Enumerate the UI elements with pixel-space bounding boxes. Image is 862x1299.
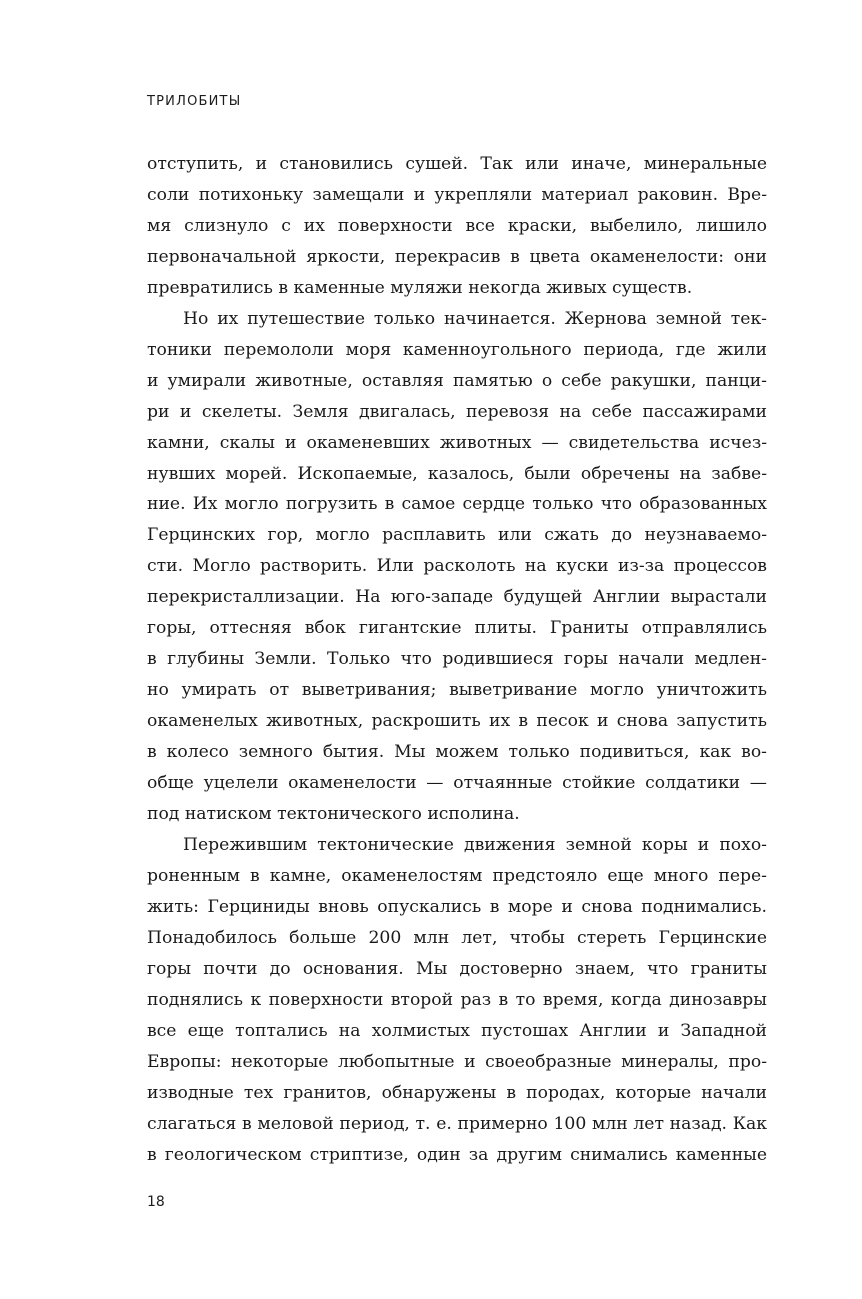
text-line: и умирали животные, оставляя памятью о себе ракушки, панци- [147, 370, 767, 391]
running-head: ТРИЛОБИТЫ [147, 94, 242, 109]
text-line: все еще топтались на холмистых пустошах Англии и Западной [147, 1020, 767, 1041]
text-line: тоники перемололи моря каменноугольного периода, где жили [147, 339, 767, 360]
text-line: Герцинских гор, могло расплавить или сжать до неузнаваемо- [147, 525, 767, 546]
text-line: слагаться в меловой период, т. е. примерно 100 млн лет назад. Как [147, 1113, 767, 1134]
text-line: ние. Их могло погрузить в самое сердце только что образованных [147, 494, 767, 515]
text-line: горы почти до основания. Мы достоверно знаем, что граниты [147, 958, 767, 979]
text-line: Понадобилось больше 200 млн лет, чтобы стереть Герцинские [147, 927, 767, 948]
text-line: в геологическом стриптизе, один за другим снимались каменные [147, 1144, 767, 1165]
text-line: обще уцелели окаменелости — отчаянные стойкие солдатики — [147, 773, 767, 794]
text-line: горы, оттесняя вбок гигантские плиты. Граниты отправлялись [147, 618, 767, 639]
text-line: но умирать от выветривания; выветривание могло уничтожить [147, 680, 767, 701]
text-line: камни, скалы и окаменевших животных — свидетельства исчез- [147, 432, 767, 453]
text-line: Европы: некоторые любопытные и своеобразные минералы, про- [147, 1051, 767, 1072]
text-line: в глубины Земли. Только что родившиеся горы начали медлен- [147, 649, 767, 670]
page-number: 18 [147, 1194, 165, 1210]
text-line: нувших морей. Ископаемые, казалось, были обречены на забве- [147, 463, 767, 484]
text-line: окаменелых животных, раскрошить их в песок и снова запустить [147, 711, 767, 732]
text-line: поднялись к поверхности второй раз в то время, когда динозавры [147, 989, 767, 1010]
text-line: превратились в каменные муляжи некогда живых существ. [147, 277, 693, 298]
text-line: отступить, и становились сушей. Так или иначе, минеральные [147, 154, 767, 174]
text-line: роненным в камне, окаменелостям предстояло еще много пере- [147, 865, 767, 886]
text-line: перекристаллизации. На юго-западе будущей Англии вырастали [147, 587, 767, 608]
text-line: мя слизнуло с их поверхности все краски, выбелило, лишило [147, 215, 767, 236]
text-line: жить: Герциниды вновь опускались в море и снова поднимались. [147, 896, 767, 917]
text-line: под натиском тектонического исполина. [147, 804, 520, 825]
text-line: Пережившим тектонические движения земной коры и похо- [183, 834, 767, 855]
text-line: Но их путешествие только начинается. Жернова земной тек- [183, 308, 767, 329]
text-line: первоначальной яркости, перекрасив в цвета окаменелости: они [147, 246, 767, 267]
text-line: в колесо земного бытия. Мы можем только подивиться, как во- [147, 742, 767, 763]
text-line: соли потихоньку замещали и укрепляли материал раковин. Вре- [147, 184, 767, 205]
body-text [147, 149, 767, 1170]
text-line: ри и скелеты. Земля двигалась, перевозя на себе пассажирами [147, 401, 767, 422]
text-line: сти. Могло растворить. Или расколоть на куски из-за процессов [147, 556, 767, 577]
text-line: изводные тех гранитов, обнаружены в породах, которые начали [147, 1082, 767, 1103]
